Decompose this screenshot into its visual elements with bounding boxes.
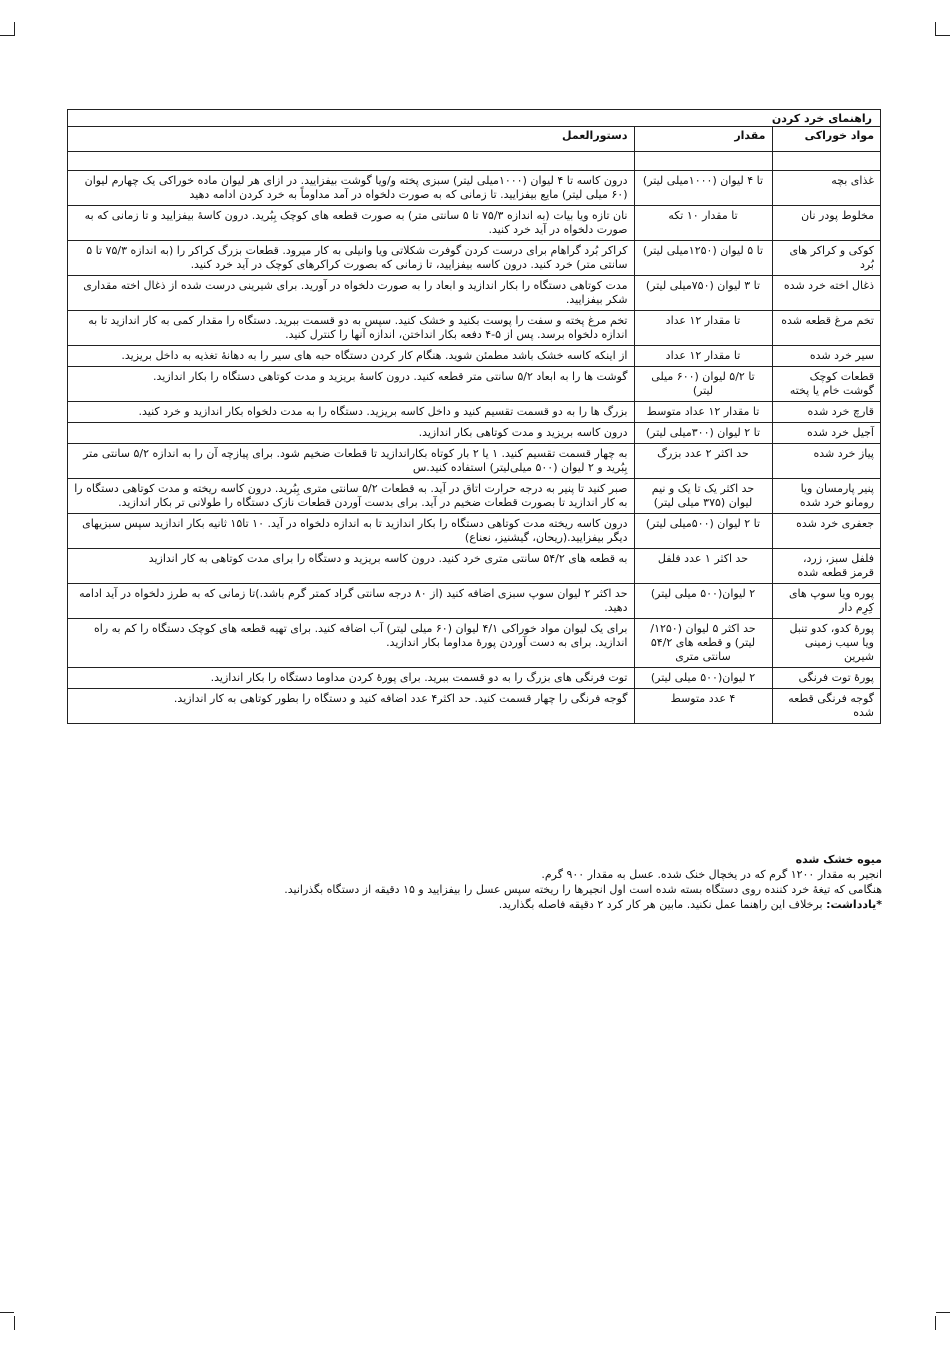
cell-instructions: صبر کنید تا پنیر به درجه حرارت اتاق در آید. به قطعات ۵/۲ سانتی متری بِبُرید. درون کاسه ریخته و مدت کوتاهی دستگاه را به کار اندازید تا بصورت قطعات ضخیم در آید. برای بدست آوردن قطعات نازک دستگاه را طولانی تر بکار اندازید.	[68, 479, 634, 514]
cell-amount: ۲ لیوان(۵۰۰ میلی لیتر)	[634, 584, 772, 619]
header-row	[68, 127, 880, 152]
crop-mark	[935, 1316, 936, 1330]
cell-amount: تا ۲ لیوان (۵۰۰میلی لیتر)	[634, 514, 772, 549]
note-text: برخلاف این راهنما عمل نکنید. مابین هر کار کرد ۲ دقیقه فاصله بگذارید.	[498, 898, 827, 911]
crop-mark	[935, 22, 936, 36]
cell-food: غذای بچه	[772, 171, 880, 206]
cell-food: قارچ خرد شده	[772, 402, 880, 423]
table-row	[68, 514, 880, 549]
table-row	[68, 479, 880, 514]
cell-instructions: گوجه فرنگی را چهار قسمت کنید. حد اکثر۴ عدد اضافه کنید و دستگاه را بطور کوتاهی به کار اندازید.	[68, 689, 634, 724]
cell-amount: تا ۵ لیوان (۱۲۵۰میلی لیتر)	[634, 241, 772, 276]
cell-amount: تا ۲ لیوان (۳۰۰میلی لیتر)	[634, 423, 772, 444]
cell-amount: ۲ لیوان(۵۰۰ میلی لیتر)	[634, 668, 772, 689]
table-row	[68, 311, 880, 346]
table-row	[68, 423, 880, 444]
cell-amount: تا ۳ لیوان (۷۵۰میلی لیتر)	[634, 276, 772, 311]
cell-amount: ۴ عدد متوسط	[634, 689, 772, 724]
chopping-guide	[67, 109, 881, 724]
cell-instructions: به چهار قسمت تقسیم کنید. ۱ یا ۲ بار کوتاه بکاراندازید تا قطعات ضخیم شود. برای پیازچه آن را به اندازه ۵/۲ سانتی متر بِبُرید و ۲ لیوان (۵۰۰ میلی‌لیتر) استفاده کنید.س	[68, 444, 634, 479]
section-heading: میوه خشک شده	[795, 853, 882, 866]
cell-food: قطعات کوچک گوشت خام یا پخته	[772, 367, 880, 402]
cell-food: ذغال اخته خرد شده	[772, 276, 880, 311]
cell-food: جعفری خرد شده	[772, 514, 880, 549]
crop-mark	[0, 1312, 14, 1313]
cell-amount: حد اکثر یک تا یک و نیم لیوان (۳۷۵ میلی لیتر)	[634, 479, 772, 514]
cell-amount: حد اکثر ۲ عدد بزرگ	[634, 444, 772, 479]
cell-food: گوجه فرنگی قطعه شده	[772, 689, 880, 724]
cell-instructions: از اینکه کاسه خشک باشد مطمئن شوید. هنگام کار کردن دستگاه حبه های سیر را به دهانهٔ تغذیه به داخل بریزید.	[68, 346, 634, 367]
cell-food: پوره ویا سوپ های کِرِم دار	[772, 584, 880, 619]
crop-mark	[0, 35, 14, 36]
cell-amount: حد اکثر ۱ عدد فلفل	[634, 549, 772, 584]
cell-amount: تا مقدار ۱۲ عداد متوسط	[634, 402, 772, 423]
section-line: انجیر به مقدار ۱۲۰۰ گرم که در یخچال خنک شده. عسل به مقدار ۹۰۰ گرم.	[541, 868, 882, 881]
table-row	[68, 584, 880, 619]
table-row	[68, 668, 880, 689]
cell-instructions: درون کاسه بریزید و مدت کوتاهی بکار اندازید.	[68, 423, 634, 444]
cell-instructions: تخم مرغ پخته و سفت را پوست بکنید و خشک کنید. سپس به دو قسمت ببرید. دستگاه را مقدار کمی به کار اندازید تا به اندازه دلخواه برسد. پس از ۵-۴ دفعه بکار انداختن، اندازه آنها را کنترل کنید.	[68, 311, 634, 346]
cell-food: تخم مرغ قطعه شده	[772, 311, 880, 346]
header-food: مواد خوراکی	[772, 127, 880, 152]
cell-instructions: به قطعه های ۵۴/۲ سانتی متری خرد کنید. درون کاسه بریزید و دستگاه را برای مدت کوتاهی به کار اندازید	[68, 549, 634, 584]
cell-instructions: نان تازه ویا بیات (به اندازه ۷۵/۳ تا ۵ سانتی متر) به صورت قطعه های کوچک بِبُرید. درون کاسهٔ بیفزایید و تا زمانی که به صورت دلخواه در آید خرد کنید.	[68, 206, 634, 241]
cell-instructions: درون کاسه تا ۴ لیوان (۱۰۰۰میلی لیتر) سبزی پخته و/ویا گوشت بیفزایید. در ازای هر لیوان ماده خوراکی یک چهارم لیوان (۶۰ میلی لیتر) مایع بیفزایید. تا زمانی که به صورت دلخواه در آمد مداوماً به خرد کردن ادامه دهید	[68, 171, 634, 206]
cell-amount: تا ۴ لیوان (۱۰۰۰میلی لیتر)	[634, 171, 772, 206]
cell-food: پورهٔ توت فرنگی	[772, 668, 880, 689]
table-row	[68, 241, 880, 276]
cell-instructions: مدت کوتاهی دستگاه را بکار اندازید و ابعاد را به صورت دلخواه در آورید. برای شیرینی درست شده از ذغال اخته مقداری شکر بیفزایید.	[68, 276, 634, 311]
cell-instructions: برای یک لیوان مواد خوراکی ۴/۱ لیوان (۶۰ میلی لیتر) آب اضافه کنید. برای تهیه قطعه های کوچک دستگاه را کم به راه اندازید. برای به دست آوردن پورهٔ مداوما بکار اندازید.	[68, 619, 634, 668]
section-line: هنگامی که تیغهٔ خرد کننده روی دستگاه بسته شده است اول انجیرها را ریخته سپس عسل را بیفزایید و ۱۵ دقیقه از دستگاه بگذرانید.	[284, 883, 882, 896]
guide-title: راهنمای خرد کردن	[68, 110, 880, 127]
note	[68, 897, 882, 912]
table-row	[68, 346, 880, 367]
cell-food: پیاز خرد شده	[772, 444, 880, 479]
cell-food: مخلوط پودر نان	[772, 206, 880, 241]
dried-fruit-section	[68, 852, 882, 912]
cell-food: آجیل خرد شده	[772, 423, 880, 444]
spacer-row	[68, 152, 880, 171]
crop-mark	[14, 1316, 15, 1330]
cell-food: سیر خرد شده	[772, 346, 880, 367]
note-label: *یادداشت:	[826, 898, 882, 911]
table-row	[68, 171, 880, 206]
cell-food: پورهٔ کدو، کدو تنبل ویا سیب زمینی شیرین	[772, 619, 880, 668]
header-amount: مقدار	[634, 127, 772, 152]
cell-amount: تا مقدار ۱۲ عداد	[634, 311, 772, 346]
table-row	[68, 206, 880, 241]
cell-instructions: درون کاسه ریخته مدت کوتاهی دستگاه را بکار اندازید تا به اندازه دلخواه در آید. ۱۰ تا۱۵ ثانیه بکار اندازید سپس سبزیهای دیگر بیفزایید.(ریحان، گیشنیز، نعناع)	[68, 514, 634, 549]
table-row	[68, 367, 880, 402]
cell-food: کوکی و کراکر های بُرد	[772, 241, 880, 276]
table-row	[68, 402, 880, 423]
cell-amount: تا مقدار ۱۲ عداد	[634, 346, 772, 367]
header-instructions: دستورالعمل	[68, 127, 634, 152]
cell-amount: تا ۵/۲ لیوان (۶۰۰ میلی لیتر)	[634, 367, 772, 402]
table-row	[68, 276, 880, 311]
cell-instructions: گوشت ها را به ابعاد ۵/۲ سانتی متر قطعه کنید. درون کاسهٔ بریزید و مدت کوتاهی دستگاه را بکار اندازید.	[68, 367, 634, 402]
cell-food: پنیر پارمسان ویا رومانو خرد شده	[772, 479, 880, 514]
cell-amount: حد اکثر ۵ لیوان (۱۲۵۰/ لیتر) و قطعه های ۵۴/۲ سانتی متری	[634, 619, 772, 668]
crop-mark	[14, 22, 15, 36]
cell-instructions: حد اکثر ۲ لیوان سوپ سبزی اضافه کنید (از ۸۰ درجه سانتی گراد کمتر گرم باشد.)تا زمانی که به طرز دلخواه در آید ادامه دهید.	[68, 584, 634, 619]
cell-food: فلفل سبز، زرد، قرمز قطعه شده	[772, 549, 880, 584]
cell-amount: تا مقدار ۱۰ تکه	[634, 206, 772, 241]
cell-instructions: بزرگ ها را به دو قسمت تقسیم کنید و داخل کاسه بریزید. دستگاه را به مدت دلخواه بکار اندازید و خرد کنید.	[68, 402, 634, 423]
crop-mark	[936, 35, 950, 36]
crop-mark	[936, 1312, 950, 1313]
table-row	[68, 689, 880, 724]
table-row	[68, 444, 880, 479]
cell-instructions: توت فرنگی های بزرگ را به دو قسمت ببرید. برای پورهٔ کردن مداوما دستگاه را بکار اندازید.	[68, 668, 634, 689]
guide-table	[68, 127, 880, 723]
table-row	[68, 619, 880, 668]
table-row	[68, 549, 880, 584]
cell-instructions: کراکر بُرد گراهام برای درست کردن گوفرت شکلاتی ویا وانیلی به کار میرود. قطعات بزرگ کراکر را (به اندازه ۷۵/۳ تا ۵ سانتی متر) خرد کنید. درون کاسه بیفزایید، تا زمانی که بصورت کراکرهای کوچک در آید خرد کنید.	[68, 241, 634, 276]
